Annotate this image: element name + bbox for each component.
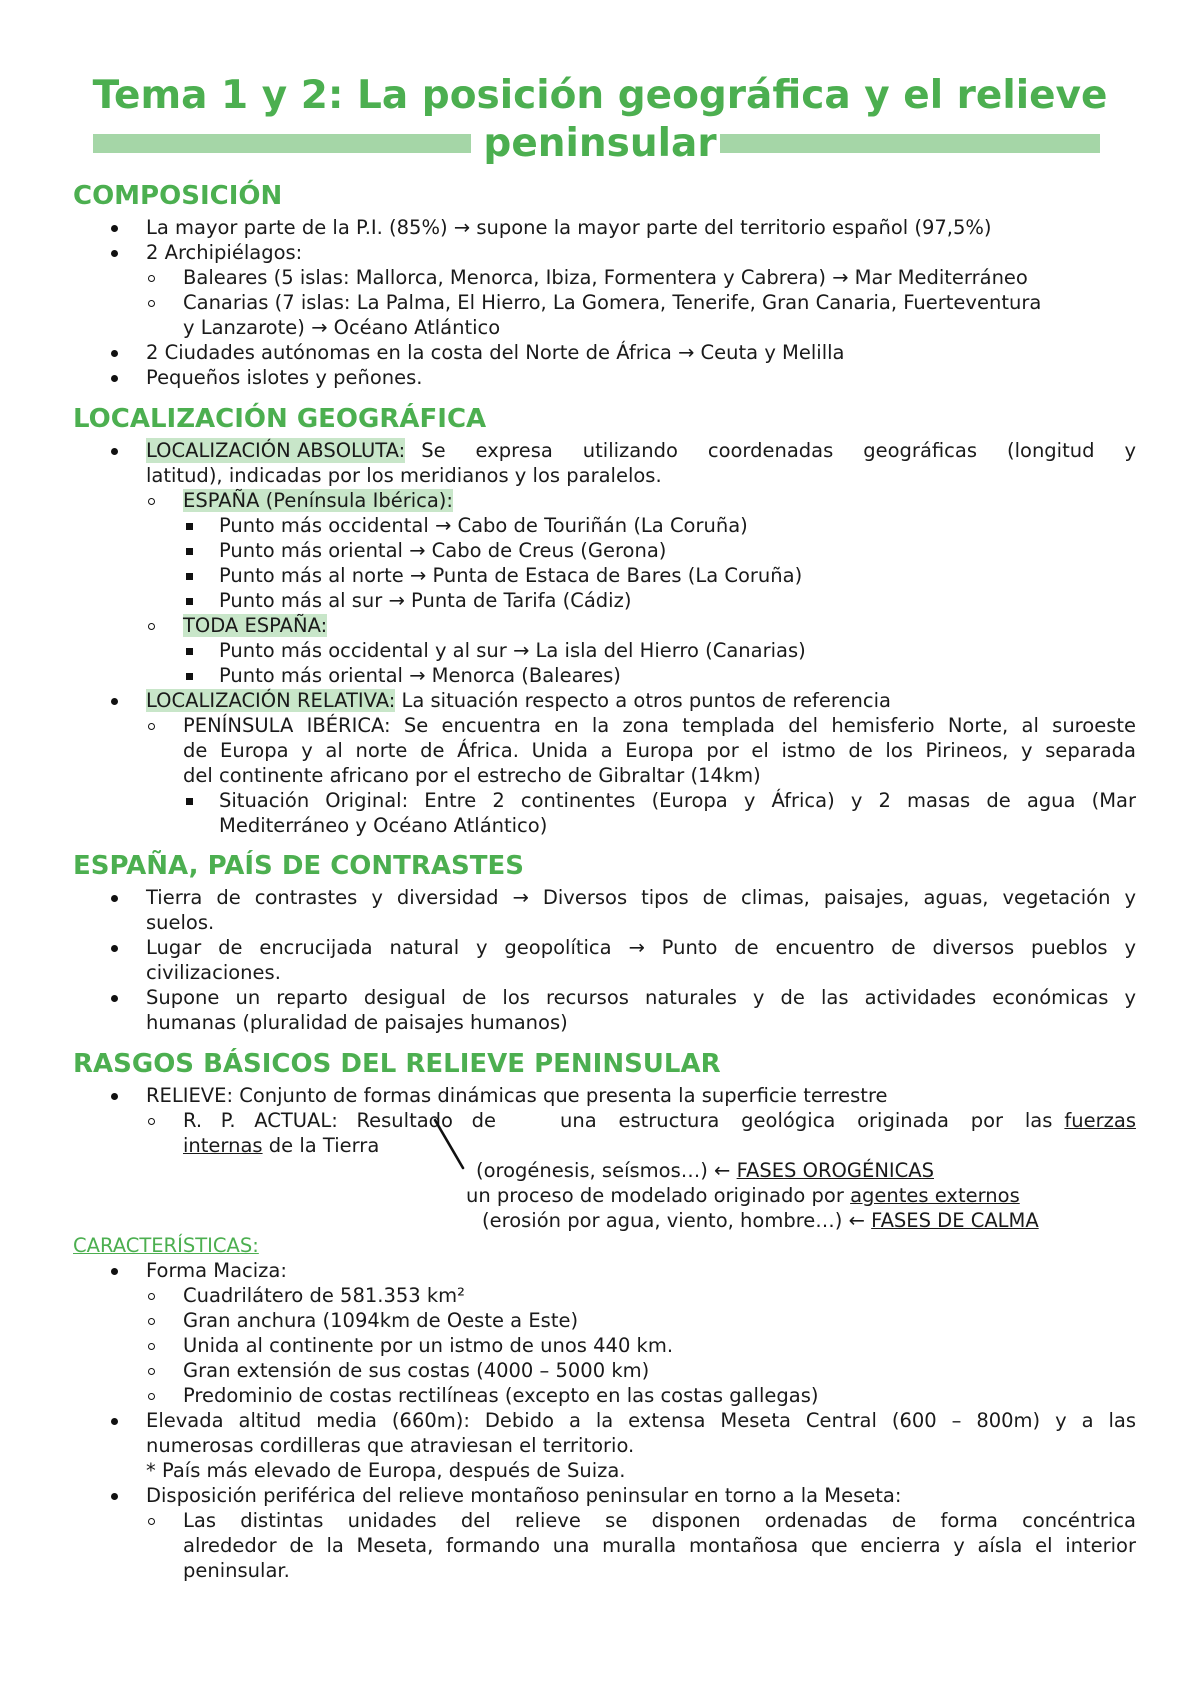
bullet — [186, 598, 193, 605]
bullet — [186, 548, 193, 555]
list-item-cont: humanas (pluralidad de paisajes humanos) — [146, 1011, 568, 1034]
list-item: 2 Archipiélagos: — [146, 241, 303, 264]
erosion-line: (erosión por agua, viento, hombre…) ← FASES DE CALMA — [482, 1209, 1039, 1232]
bullet — [111, 945, 118, 952]
text-absoluta: Se expresa utilizando coordenadas geográficas (longitud y — [421, 439, 1136, 462]
bullet — [186, 648, 193, 655]
list-item: Forma Maciza: — [146, 1259, 287, 1282]
list-item-cont: * País más elevado de Europa, después de Suiza. — [146, 1459, 626, 1482]
list-item-cont: internas de la Tierra — [183, 1134, 380, 1157]
list-item-cont: peninsular. — [183, 1559, 290, 1582]
list-item-cont: latitud), indicadas por los meridianos y los paralelos. — [146, 464, 662, 487]
bullet — [111, 1268, 118, 1275]
list-item-cont: civilizaciones. — [146, 961, 281, 984]
rp-left: R. P. ACTUAL: Resultado de — [183, 1109, 496, 1132]
document-title-line2: peninsular — [483, 121, 717, 166]
list-item: ESPAÑA (Península Ibérica): — [183, 489, 453, 512]
bullet — [186, 523, 193, 530]
bullet — [148, 1118, 155, 1125]
list-item: Gran extensión de sus costas (4000 – 5000 km) — [183, 1359, 650, 1382]
list-item: Cuadrilátero de 581.353 km² — [183, 1284, 465, 1307]
list-item: Las distintas unidades del relieve se disponen ordenadas de forma concéntrica — [183, 1509, 1136, 1532]
list-item: Punto más oriental → Cabo de Creus (Gerona) — [219, 539, 667, 562]
list-item: Elevada altitud media (660m): Debido a la extensa Meseta Central (600 – 800m) y a las — [146, 1409, 1136, 1432]
bullet — [111, 250, 118, 257]
bullet — [148, 1293, 155, 1300]
caracteristicas-label: CARACTERÍSTICAS: — [73, 1234, 259, 1257]
heading-localizacion: LOCALIZACIÓN GEOGRÁFICA — [73, 404, 487, 434]
list-item: Disposición periférica del relieve montañoso peninsular en torno a la Meseta: — [146, 1484, 902, 1507]
list-item: Gran anchura (1094km de Oeste a Este) — [183, 1309, 579, 1332]
label-absoluta: LOCALIZACIÓN ABSOLUTA: — [146, 439, 406, 462]
bullet — [148, 300, 155, 307]
orogenic-line: (orogénesis, seísmos…) ← FASES OROGÉNICAS — [476, 1159, 934, 1182]
bullet — [148, 275, 155, 282]
list-item-cont: y Lanzarote) → Océano Atlántico — [183, 316, 501, 339]
list-item: Tierra de contrastes y diversidad → Diversos tipos de climas, paisajes, aguas, vegetación y — [146, 886, 1136, 909]
list-item: Supone un reparto desigual de los recursos naturales y de las actividades económicas y — [146, 986, 1136, 1009]
list-item-cont: suelos. — [146, 911, 215, 934]
bullet — [186, 798, 193, 805]
list-item: Predominio de costas rectilíneas (excepto en las costas gallegas) — [183, 1384, 819, 1407]
document-title-line1: Tema 1 y 2: La posición geográfica y el relieve — [92, 73, 1108, 118]
bullet — [148, 1393, 155, 1400]
list-item: Punto más oriental → Menorca (Baleares) — [219, 664, 621, 687]
bullet — [111, 375, 118, 382]
bullet — [111, 1493, 118, 1500]
bullet — [186, 673, 193, 680]
heading-rasgos: RASGOS BÁSICOS DEL RELIEVE PENINSULAR — [73, 1049, 721, 1079]
heading-contrastes: ESPAÑA, PAÍS DE CONTRASTES — [73, 851, 524, 881]
list-item: Baleares (5 islas: Mallorca, Menorca, Ibiza, Formentera y Cabrera) → Mar Mediterráneo — [183, 266, 1028, 289]
list-item: Punto más al norte → Punta de Estaca de Bares (La Coruña) — [219, 564, 803, 587]
list-item-cont: alrededor de la Meseta, formando una muralla montañosa que encierra y aísla el interior — [183, 1534, 1136, 1557]
bullet — [111, 1093, 118, 1100]
list-item: Punto más occidental → Cabo de Touriñán (La Coruña) — [219, 514, 748, 537]
list-item: La mayor parte de la P.I. (85%) → supone la mayor parte del territorio español (97,5%) — [146, 216, 992, 239]
bullet — [148, 623, 155, 630]
bullet — [111, 895, 118, 902]
bullet — [111, 448, 118, 455]
bullet — [148, 723, 155, 730]
list-item: Pequeños islotes y peñones. — [146, 366, 423, 389]
list-item: RELIEVE: Conjunto de formas dinámicas que presenta la superficie terrestre — [146, 1084, 888, 1107]
bullet — [111, 995, 118, 1002]
list-item: LOCALIZACIÓN RELATIVA: La situación respecto a otros puntos de referencia — [146, 689, 891, 712]
rp-right: una estructura geológica originada por las fuerzas — [560, 1109, 1136, 1132]
heading-composicion: COMPOSICIÓN — [73, 181, 283, 211]
list-item: Punto más occidental y al sur → La isla del Hierro (Canarias) — [219, 639, 806, 662]
bullet — [148, 1343, 155, 1350]
modelado-line: un proceso de modelado originado por agentes externos — [466, 1184, 1020, 1207]
list-item — [146, 438, 1136, 463]
list-item-cont: numerosas cordilleras que atraviesan el territorio. — [146, 1434, 635, 1457]
list-item: TODA ESPAÑA: — [183, 614, 328, 637]
list-item: PENÍNSULA IBÉRICA: Se encuentra en la zona templada del hemisferio Norte, al suroeste — [183, 714, 1136, 737]
bullet — [186, 573, 193, 580]
bullet — [111, 350, 118, 357]
list-item-cont: Mediterráneo y Océano Atlántico) — [219, 814, 548, 837]
list-item-cont: de Europa y al norte de África. Unida a Europa por el istmo de los Pirineos, y separada — [183, 739, 1136, 762]
list-item-cont: del continente africano por el estrecho de Gibraltar (14km) — [183, 764, 761, 787]
list-item: Lugar de encrucijada natural y geopolítica → Punto de encuentro de diversos pueblos y — [146, 936, 1136, 959]
bullet — [148, 498, 155, 505]
handwritten-arrow-mark — [430, 1116, 470, 1172]
bullet — [148, 1518, 155, 1525]
bullet — [148, 1318, 155, 1325]
list-item: 2 Ciudades autónomas en la costa del Norte de África → Ceuta y Melilla — [146, 341, 845, 364]
bullet — [111, 698, 118, 705]
list-item: Punto más al sur → Punta de Tarifa (Cádiz) — [219, 589, 632, 612]
list-item: Situación Original: Entre 2 continentes (Europa y África) y 2 masas de agua (Mar — [219, 789, 1136, 812]
bullet — [111, 225, 118, 232]
bullet — [148, 1368, 155, 1375]
list-item: Canarias (7 islas: La Palma, El Hierro, La Gomera, Tenerife, Gran Canaria, Fuerteventura — [183, 291, 1042, 314]
bullet — [111, 1418, 118, 1425]
list-item: Unida al continente por un istmo de unos 440 km. — [183, 1334, 674, 1357]
